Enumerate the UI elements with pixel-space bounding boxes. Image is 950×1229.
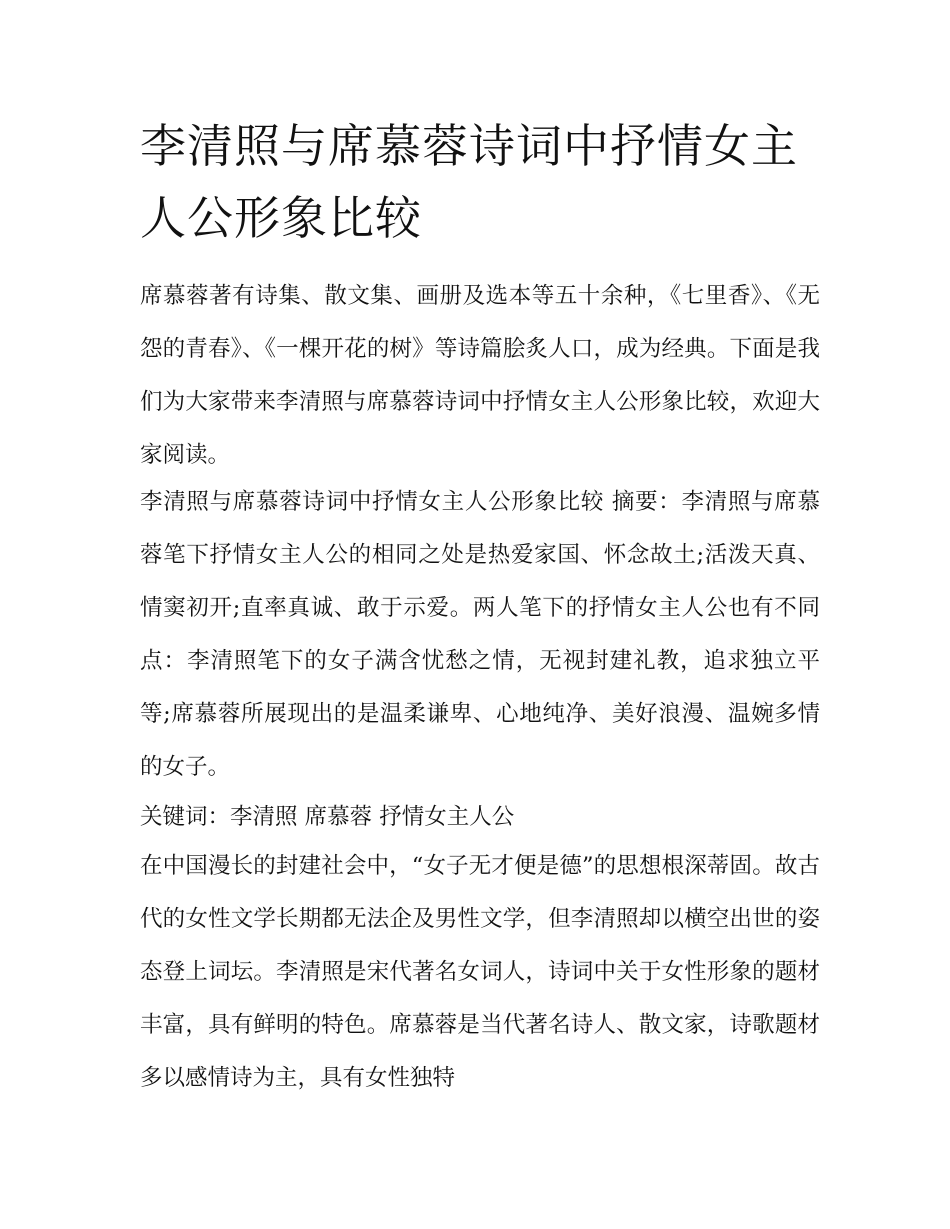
abstract-paragraph: 李清照与席慕蓉诗词中抒情女主人公形象比较 摘要：李清照与席慕蓉笔下抒情女主人公的相同之处是热爱家国、怀念故土;活泼天真、情窦初开;直率真诚、敢于示爱。两人笔下的抒情女主人公也有不同点：李清照笔下的女子满含忧愁之情，无视封建礼教，追求独立平等;席慕蓉所展现出的是温柔谦卑、心地纯净、美好浪漫、温婉多情的女子。 xyxy=(140,489,820,780)
document-page xyxy=(140,110,820,1105)
document-title: 李清照与席慕蓉诗词中抒情女主人公形象比较 xyxy=(140,119,798,245)
keywords-paragraph: 关键词：李清照 席慕蓉 抒情女主人公 xyxy=(140,804,515,830)
body-paragraph: 在中国漫长的封建社会中，“女子无才便是德”的思想根深蒂固。故古代的女性文学长期都无法企及男性文学，但李清照却以横空出世的姿态登上词坛。李清照是宋代著名女词人，诗词中关于女性形象的题材丰富，具有鲜明的特色。席慕蓉是当代著名诗人、散文家，诗歌题材多以感情诗为主，具有女性独特 xyxy=(140,853,820,1091)
intro-paragraph: 席慕蓉著有诗集、散文集、画册及选本等五十余种，《七里香》、《无怨的青春》、《一棵开花的树》等诗篇脍炙人口，成为经典。下面是我们为大家带来李清照与席慕蓉诗词中抒情女主人公形象比较，欢迎大家阅读。 xyxy=(140,283,820,468)
